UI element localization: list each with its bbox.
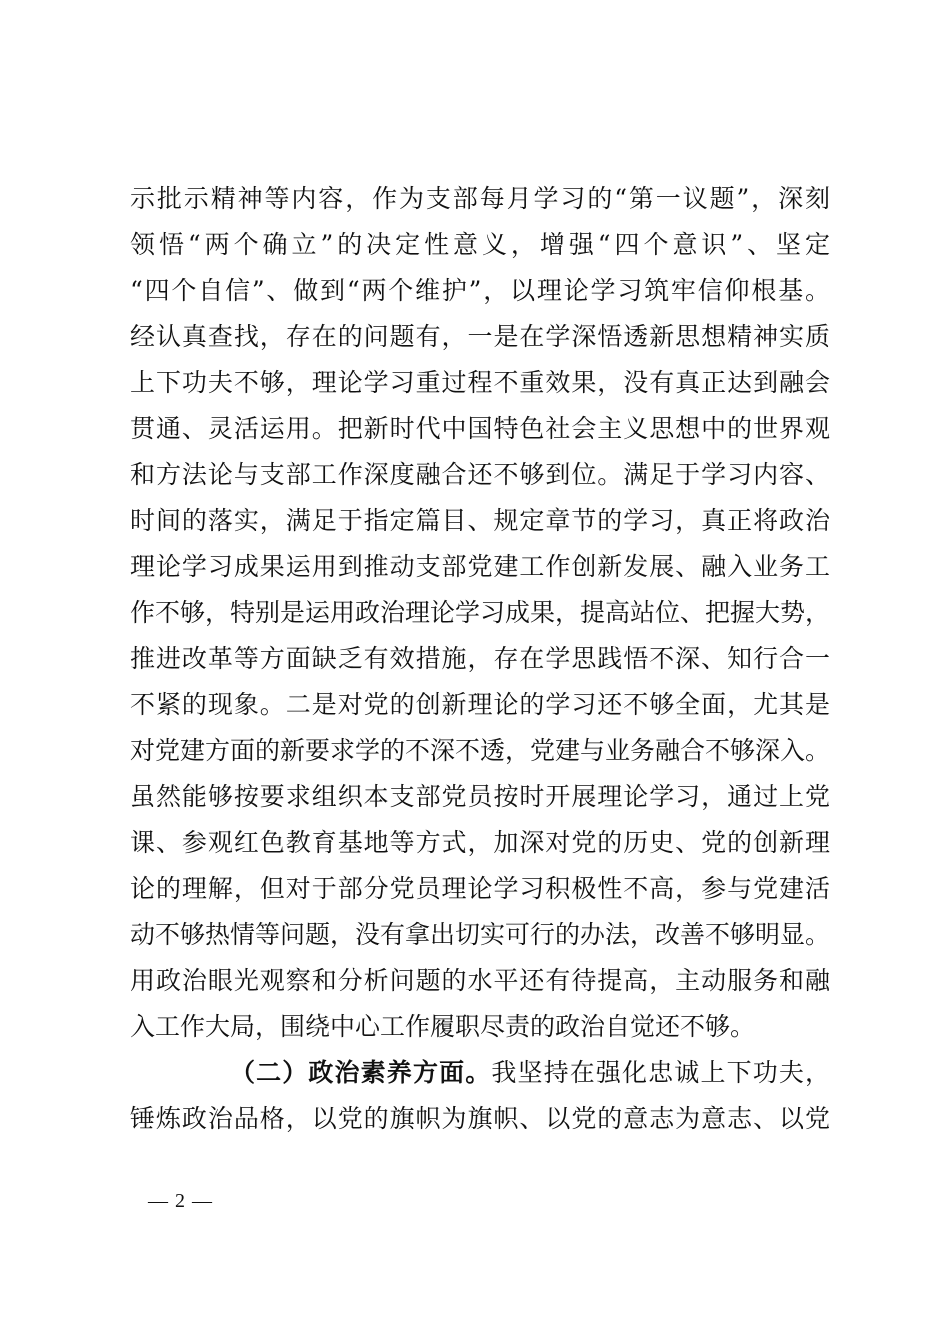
text-line-2: 领悟“两个确立”的决定性意义，增强“四个意识”、坚定 (130, 230, 831, 259)
text-line-5: 上下功夫不够，理论学习重过程不重效果，没有真正达到融会 (130, 368, 830, 397)
text-line-14: 虽然能够按要求组织本支部党员按时开展理论学习，通过上党 (130, 782, 830, 811)
body-text (130, 176, 830, 1142)
text-line-3: “四个自信”、做到“两个维护”，以理论学习筑牢信仰根基。 (130, 276, 830, 305)
text-line-19: 入工作大局，围绕中心工作履职尽责的政治自觉还不够。 (130, 1012, 756, 1041)
text-line-9: 理论学习成果运用到推动支部党建工作创新发展、融入业务工 (130, 552, 830, 581)
text-line-10: 作不够，特别是运用政治理论学习成果，提高站位、把握大势， (130, 598, 831, 627)
section-heading-rest: 我坚持在强化忠诚上下功夫， (491, 1058, 830, 1087)
section-heading: （二）政治素养方面。 (230, 1058, 492, 1087)
text-line-4: 经认真查找，存在的问题有，一是在学深悟透新思想精神实质 (130, 322, 830, 351)
text-line-18: 用政治眼光观察和分析问题的水平还有待提高，主动服务和融 (130, 966, 830, 995)
text-line-7: 和方法论与支部工作深度融合还不够到位。满足于学习内容、 (130, 460, 830, 489)
text-line-15: 课、参观红色教育基地等方式，加深对党的历史、党的创新理 (130, 828, 830, 857)
text-line-17: 动不够热情等问题，没有拿出切实可行的办法，改善不够明显。 (130, 920, 831, 949)
section-line-2: 锤炼政治品格，以党的旗帜为旗帜、以党的意志为意志、以党 (130, 1104, 830, 1133)
text-line-8: 时间的落实，满足于指定篇目、规定章节的学习，真正将政治 (130, 506, 830, 535)
text-line-13: 对党建方面的新要求学的不深不透，党建与业务融合不够深入。 (130, 736, 831, 765)
text-line-12: 不紧的现象。二是对党的创新理论的学习还不够全面，尤其是 (130, 690, 830, 719)
page-number: — 2 — (148, 1190, 213, 1212)
text-line-6: 贯通、灵活运用。把新时代中国特色社会主义思想中的世界观 (130, 414, 830, 443)
text-line-1: 示批示精神等内容，作为支部每月学习的“第一议题”，深刻 (130, 184, 830, 213)
section-heading-line (130, 1050, 830, 1096)
text-line-16: 论的理解，但对于部分党员理论学习积极性不高，参与党建活 (130, 874, 830, 903)
text-line-11: 推进改革等方面缺乏有效措施，存在学思践悟不深、知行合一 (130, 644, 830, 673)
